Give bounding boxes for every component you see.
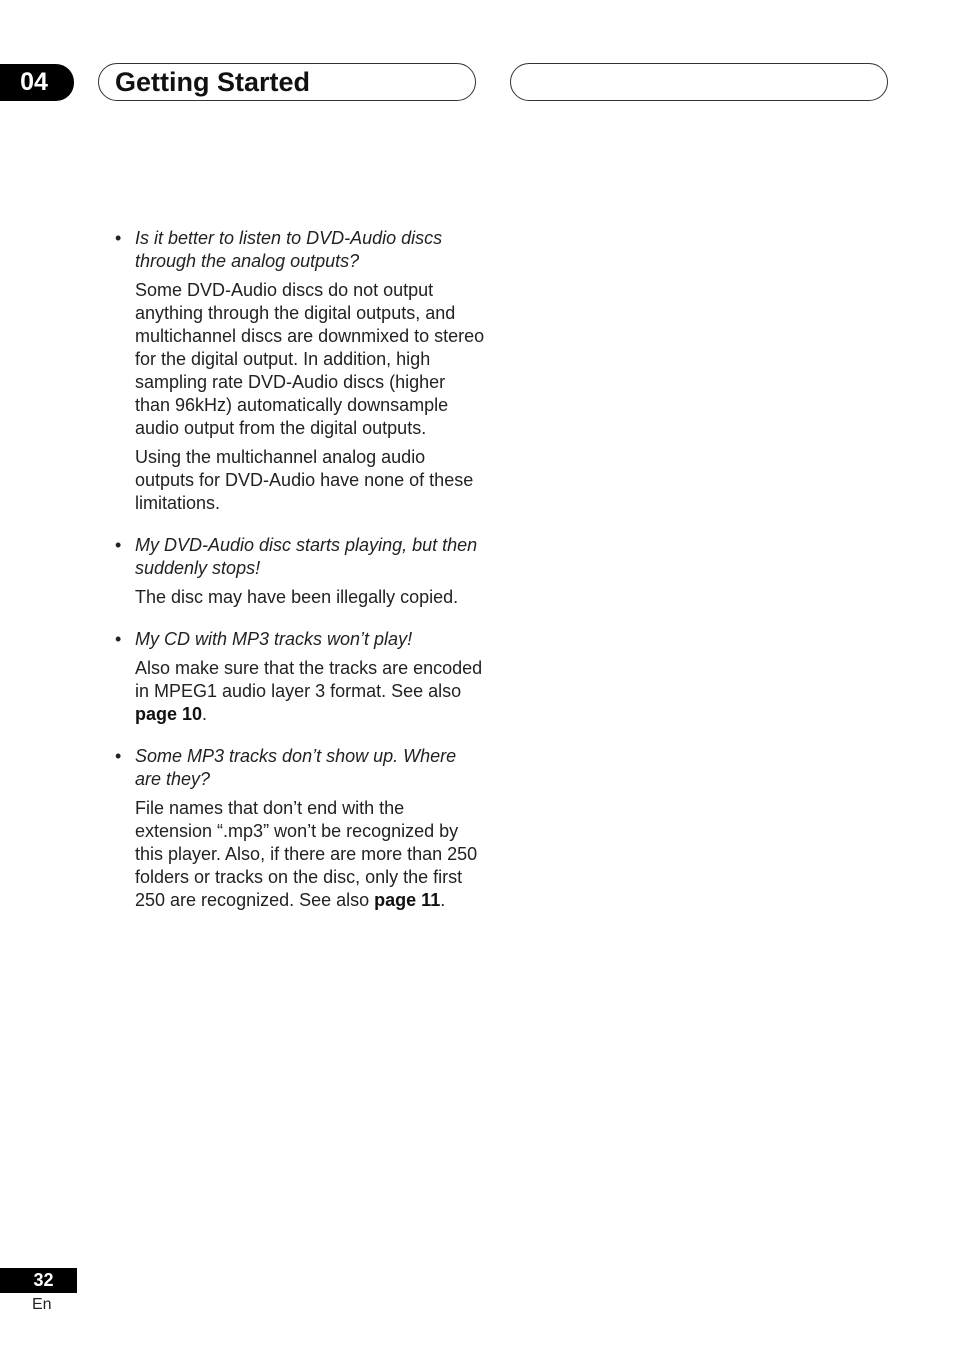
faq-question-text: Is it better to listen to DVD-Audio discs through the analog outputs?	[135, 228, 443, 271]
faq-item	[115, 745, 485, 912]
faq-question-text: My CD with MP3 tracks won’t play!	[135, 629, 413, 649]
empty-header-box	[510, 63, 888, 101]
section-title-box	[98, 63, 476, 101]
bullet-icon: •	[115, 535, 122, 555]
faq-answer-text: The disc may have been illegally copied.	[135, 587, 459, 607]
faq-answer	[115, 797, 485, 912]
faq-list	[115, 227, 485, 931]
faq-item	[115, 227, 485, 515]
faq-answer-text: .	[440, 890, 446, 910]
page-reference: page 11	[374, 890, 441, 910]
faq-item	[115, 534, 485, 609]
language-code: En	[32, 1296, 52, 1313]
faq-answer-text: Also make sure that the tracks are encoded in MPEG1 audio layer 3 format. See also	[135, 658, 483, 701]
faq-question-text: My DVD-Audio disc starts playing, but then suddenly stops!	[135, 535, 478, 578]
faq-answer-text: Some DVD-Audio discs do not output anything through the digital outputs, and multichannel discs are downmixed to stereo for the digital output. In addition, high sampling rate DVD-Audio discs (higher than 96kHz) automatically downsample audio output from the digital outputs.	[135, 280, 485, 438]
page-number: 32	[0, 1268, 77, 1293]
faq-question	[115, 628, 485, 651]
bullet-icon: •	[115, 746, 122, 766]
bullet-icon: •	[115, 629, 122, 649]
faq-answer-text: .	[202, 704, 208, 724]
faq-item	[115, 628, 485, 726]
faq-question	[115, 227, 485, 273]
chapter-number-tab: 04	[0, 64, 74, 101]
faq-answer	[115, 586, 485, 609]
faq-question	[115, 534, 485, 580]
faq-answer-text: Using the multichannel analog audio outputs for DVD-Audio have none of these limitations.	[135, 447, 474, 513]
faq-answer-text: File names that don’t end with the extension “.mp3” won’t be recognized by this player. Also, if there are more than 250 folders or tracks on the disc, only the first 250 are recognized. See also	[135, 798, 478, 910]
faq-answer	[115, 446, 485, 515]
faq-answer	[115, 657, 485, 726]
faq-question	[115, 745, 485, 791]
faq-question-text: Some MP3 tracks don’t show up. Where are they?	[135, 746, 457, 789]
page-reference: page 10	[135, 704, 203, 724]
bullet-icon: •	[115, 228, 122, 248]
faq-answer	[115, 279, 485, 440]
section-title: Getting Started	[115, 67, 311, 97]
